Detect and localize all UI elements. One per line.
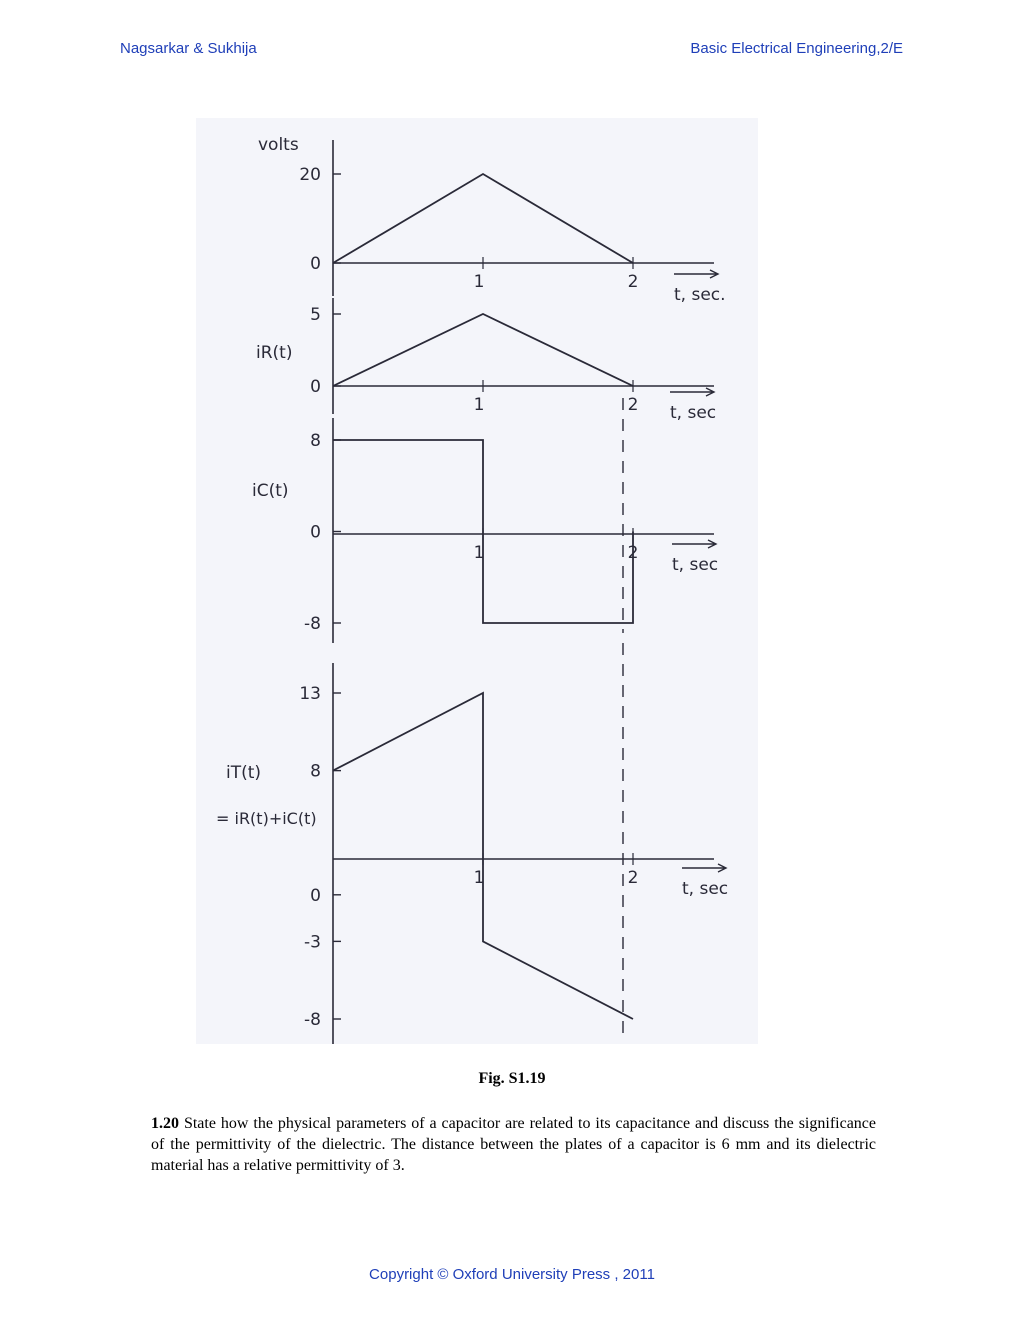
y-tick-label-voltage: 0: [310, 254, 321, 274]
y-tick-label-iT: -3: [304, 932, 321, 953]
x-axis-label-iR: t, sec: [670, 403, 717, 423]
y-axis-label-voltage: volts: [258, 135, 299, 155]
y-tick-label-iR: 0: [310, 377, 321, 397]
waveform-iC: [333, 440, 633, 623]
y-tick-label-iC: 8: [310, 431, 321, 451]
problem-text: State how the physical parameters of a capacitor are related to its capacitance and discuss the significance of the permittivity of the dielectric. The distance between the plates of a capacitor is 6 mm and its dielectric material has a relative permittivity of 3.: [151, 1115, 877, 1174]
header-book-title: Basic Electrical Engineering,2/E: [690, 40, 903, 57]
x-axis-label-voltage: t, sec.: [674, 285, 726, 305]
x-axis-arrow-iC: [672, 540, 716, 548]
figure-caption: Fig. S1.19: [478, 1070, 546, 1087]
x-tick-label-iR: 1: [473, 395, 485, 415]
x-tick-label-voltage: 2: [627, 272, 639, 292]
x-axis-arrow-iT: [682, 864, 726, 872]
x-axis-label-iC: t, sec: [672, 555, 719, 575]
y-tick-label-iT: -8: [304, 1010, 321, 1030]
y-tick-label-iC: 0: [310, 522, 321, 543]
y-tick-label-voltage: 20: [299, 165, 321, 185]
x-tick-label-iT: 2: [627, 868, 639, 888]
x-tick-label-voltage: 1: [473, 272, 485, 292]
waveform-figure: [196, 118, 758, 1044]
y-axis-label-secondary-iT: = iR(t)+iC(t): [216, 809, 317, 828]
y-tick-label-iT: 0: [310, 885, 321, 906]
y-tick-label-iT: 8: [310, 761, 321, 782]
problem-paragraph: [151, 1113, 876, 1176]
x-tick-label-iC: 2: [627, 543, 639, 563]
y-axis-label-iC: iC(t): [252, 481, 289, 501]
y-tick-label-iT: 13: [299, 684, 321, 704]
y-tick-label-iR: 5: [310, 305, 321, 325]
x-axis-arrow-voltage: [674, 270, 718, 278]
x-tick-label-iC: 1: [473, 543, 485, 563]
y-tick-label-iC: -8: [304, 614, 321, 634]
x-tick-label-iT: 1: [473, 868, 485, 888]
y-axis-label-iT: iT(t): [226, 763, 262, 783]
header-author: Nagsarkar & Sukhija: [120, 40, 257, 57]
footer-copyright: Copyright © Oxford University Press , 2011: [369, 1266, 655, 1283]
problem-number: 1.20: [151, 1115, 179, 1132]
x-axis-label-iT: t, sec: [682, 879, 729, 899]
waveform-voltage: [333, 174, 633, 263]
waveform-iT: [333, 693, 633, 1019]
x-axis-arrow-iR: [670, 388, 714, 396]
figure-scan: [196, 118, 758, 1044]
x-tick-label-iR: 2: [627, 395, 639, 415]
y-axis-label-iR: iR(t): [256, 343, 293, 363]
waveform-iR: [333, 314, 633, 386]
